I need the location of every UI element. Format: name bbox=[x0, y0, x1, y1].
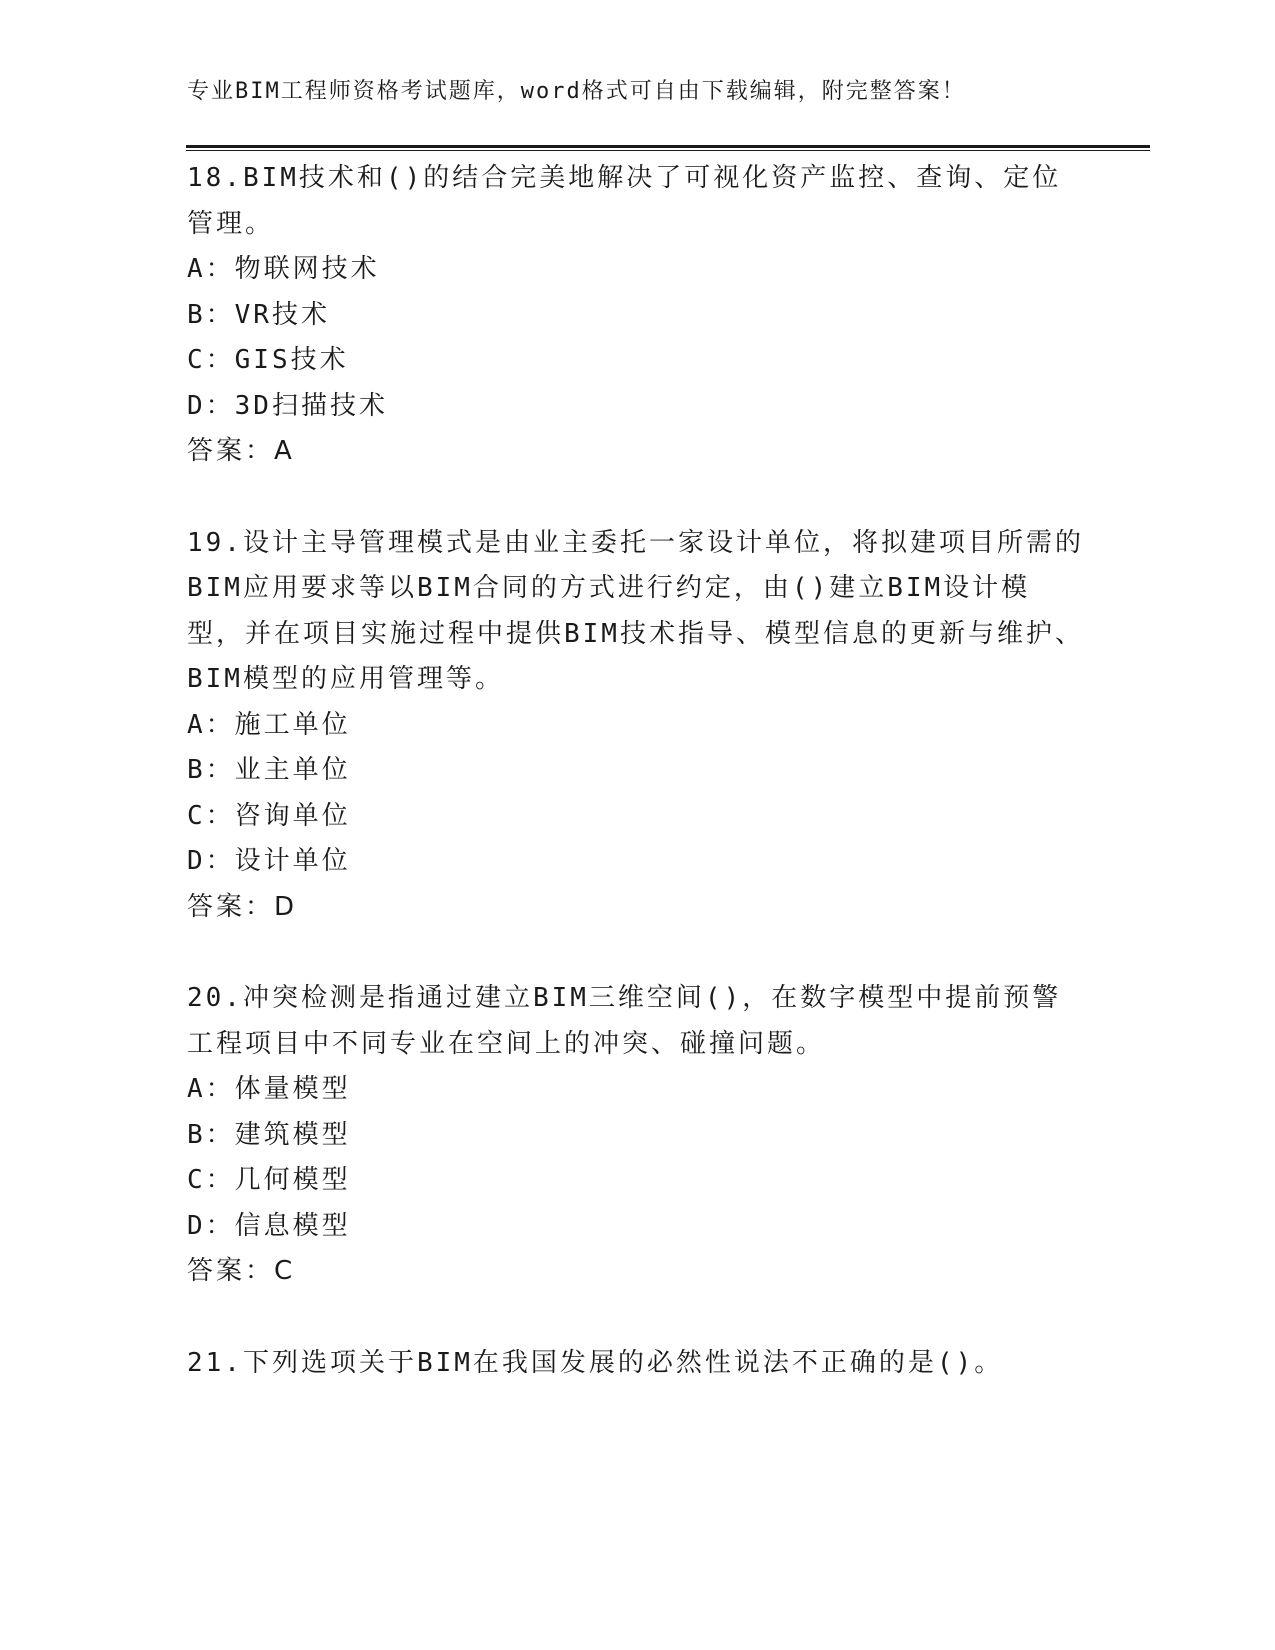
spacer bbox=[187, 475, 1087, 521]
question-20 bbox=[187, 976, 1087, 1295]
spacer bbox=[187, 930, 1087, 976]
option-b: B：VR技术 bbox=[187, 299, 330, 330]
spacer bbox=[187, 1295, 1087, 1341]
option-d: D：设计单位 bbox=[187, 846, 351, 876]
answer: 答案：C bbox=[187, 1256, 296, 1286]
header-divider-thin bbox=[186, 150, 1150, 151]
header-divider bbox=[186, 145, 1150, 152]
option-a: A：物联网技术 bbox=[187, 254, 380, 284]
page-header: 专业BIM工程师资格考试题库，word格式可自由下载编辑，附完整答案！ bbox=[187, 79, 966, 104]
option-b: B：业主单位 bbox=[187, 755, 351, 785]
question-18 bbox=[187, 156, 1087, 475]
option-a: A：施工单位 bbox=[187, 709, 351, 740]
question-stem: 19.设计主导管理模式是由业主委托一家设计单位，将拟建项目所需的BIM应用要求等以BIM合同的方式进行约定，由()建立BIM设计模型，并在项目实施过程中提供BIM技术指导、模型信息的更新与维护、BIM模型的应用管理等。 bbox=[187, 527, 1084, 694]
question-19 bbox=[187, 521, 1087, 931]
question-stem: 21.下列选项关于BIM在我国发展的必然性说法不正确的是()。 bbox=[187, 1347, 1004, 1378]
question-21 bbox=[187, 1341, 1087, 1387]
question-list bbox=[187, 156, 1087, 1386]
answer: 答案：A bbox=[187, 436, 295, 466]
header-divider-thick bbox=[186, 145, 1150, 148]
option-c: C：GIS技术 bbox=[187, 345, 349, 375]
question-stem: 18.BIM技术和()的结合完美地解决了可视化资产监控、查询、定位管理。 bbox=[187, 163, 1062, 239]
option-c: C：咨询单位 bbox=[187, 800, 351, 831]
option-d: D：3D扫描技术 bbox=[187, 390, 388, 421]
option-a: A：体量模型 bbox=[187, 1074, 351, 1104]
option-b: B：建筑模型 bbox=[187, 1119, 351, 1150]
question-stem: 20.冲突检测是指通过建立BIM三维空间()，在数字模型中提前预警工程项目中不同专业在空间上的冲突、碰撞问题。 bbox=[187, 983, 1062, 1059]
option-c: C：几何模型 bbox=[187, 1165, 351, 1195]
answer: 答案：D bbox=[187, 891, 298, 922]
option-d: D：信息模型 bbox=[187, 1210, 351, 1241]
